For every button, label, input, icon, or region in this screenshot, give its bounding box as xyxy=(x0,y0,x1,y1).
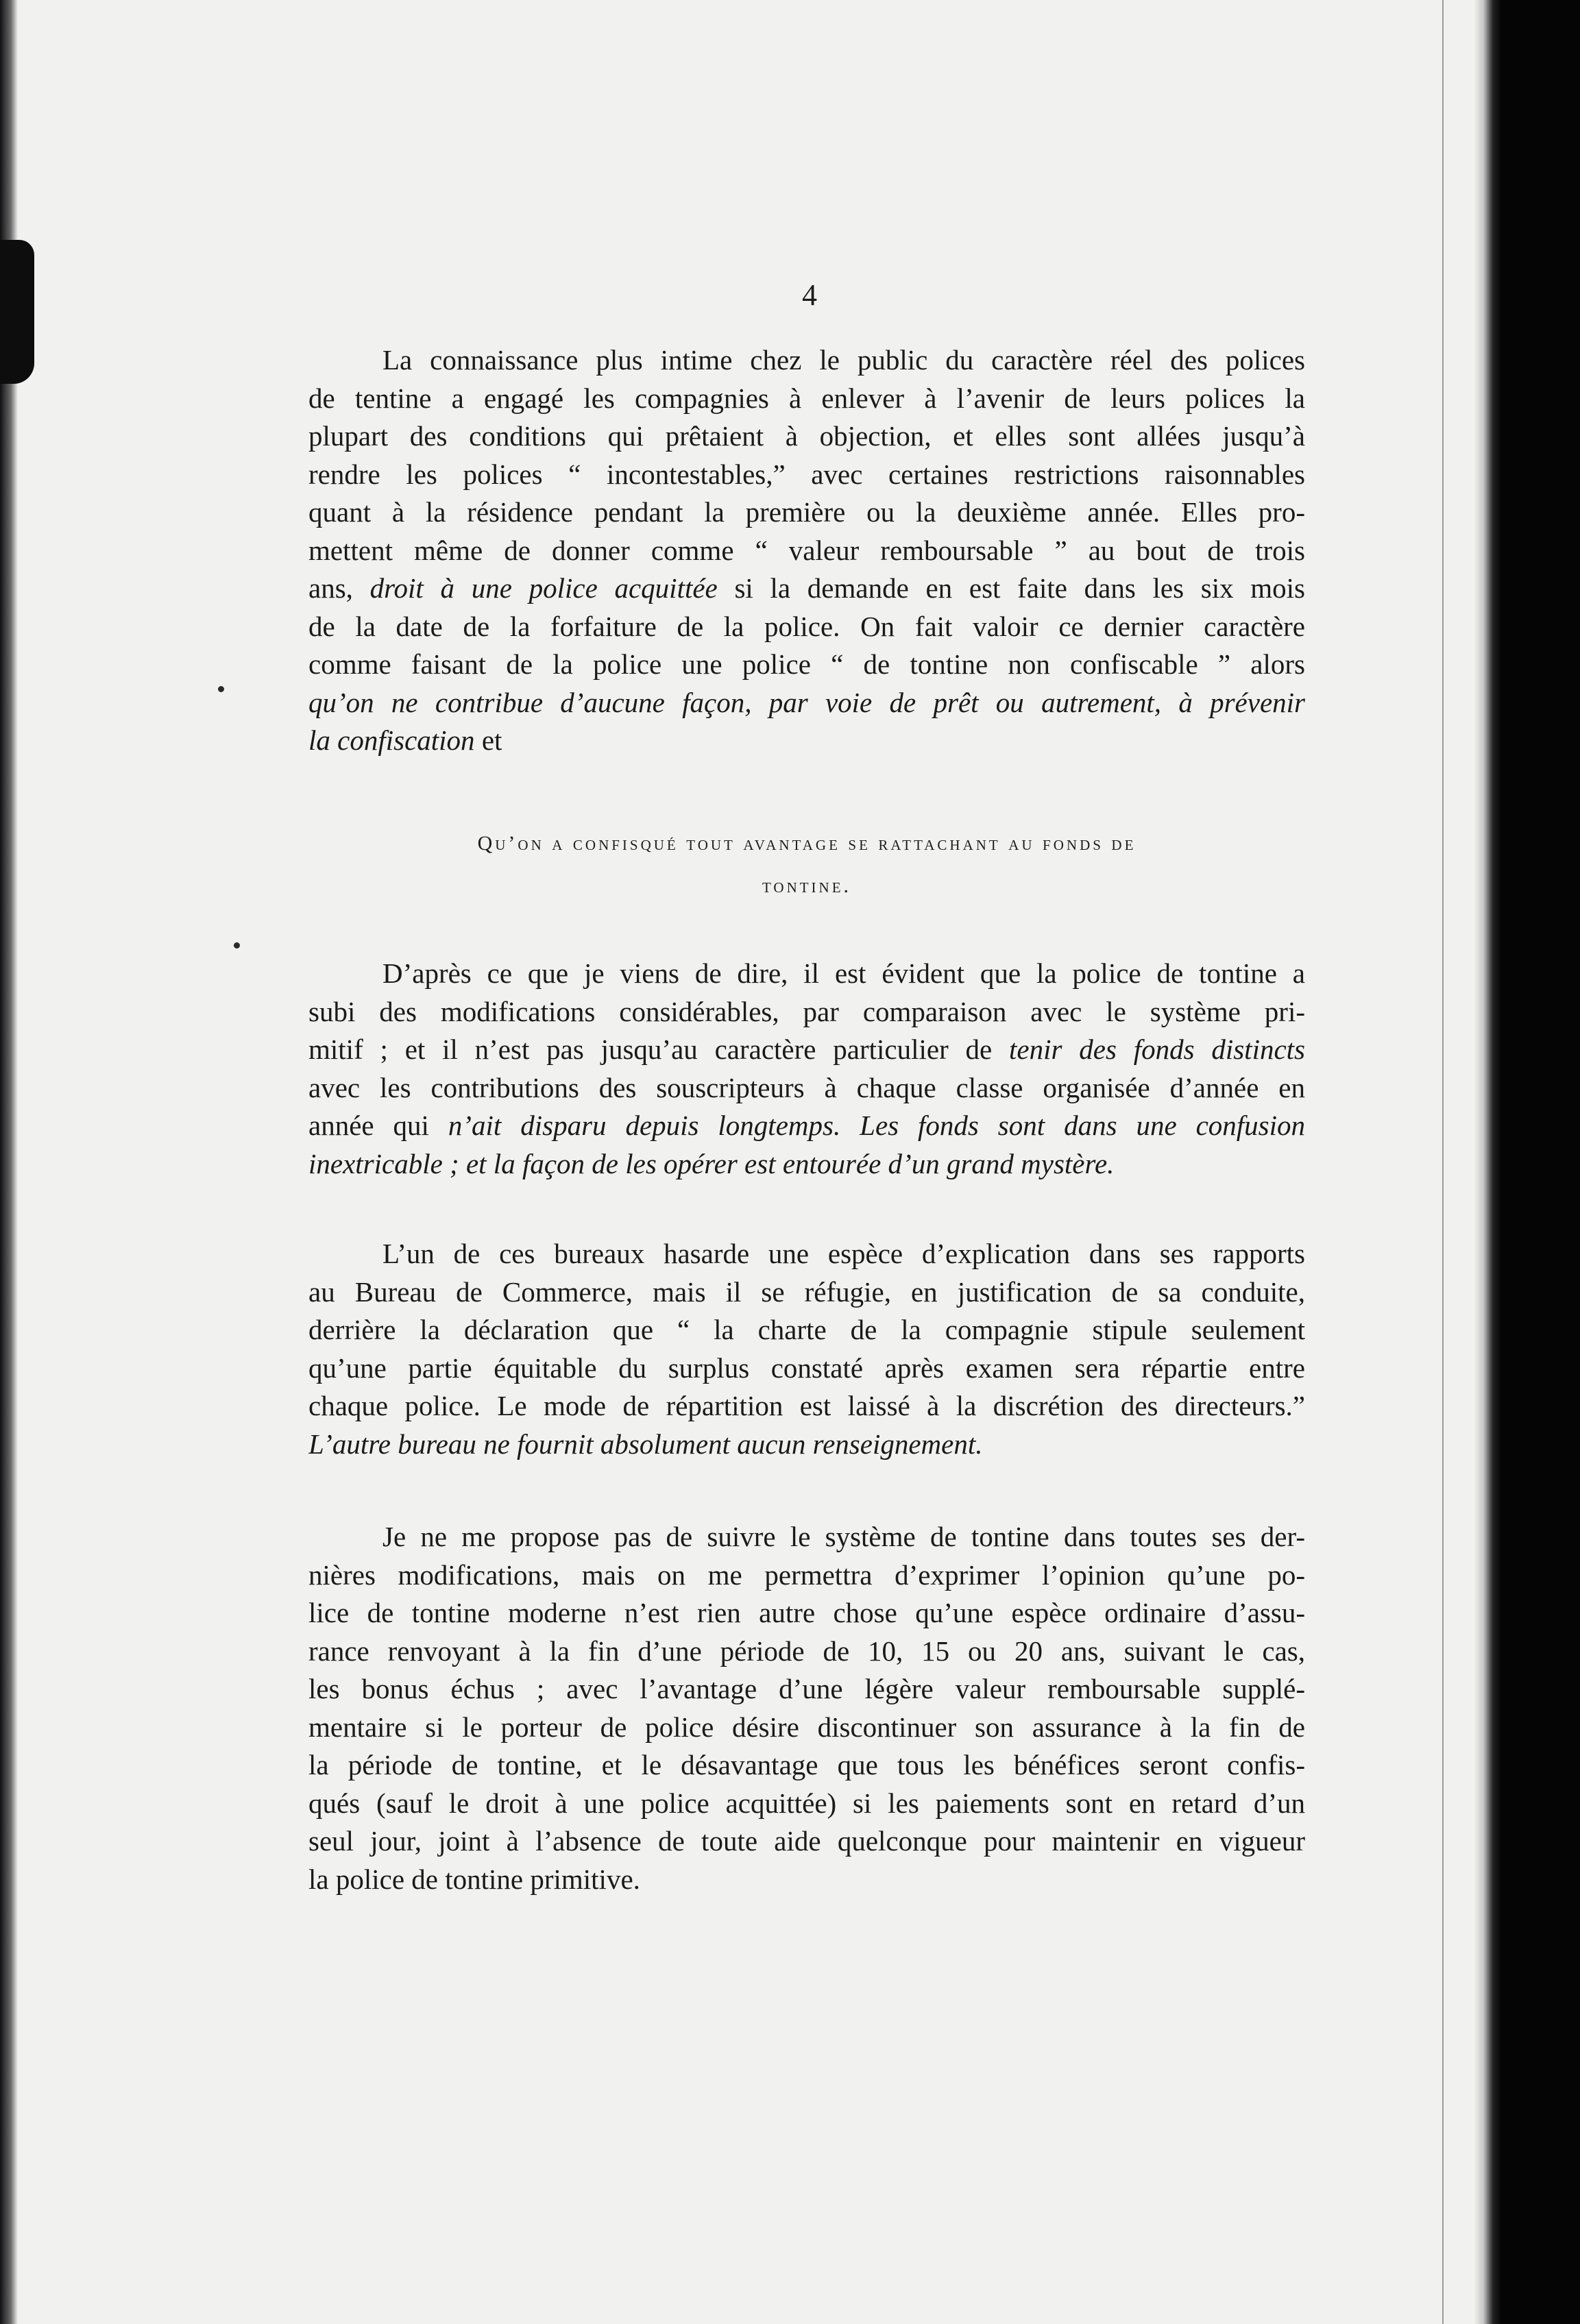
text-line xyxy=(308,722,1305,760)
text-line: qués (sauf le droit à une police acquittée) si les paiements sont en retard d’un xyxy=(308,1787,1305,1819)
section-heading xyxy=(308,822,1305,907)
text-fragment: si la demande en est faite dans les six mois xyxy=(734,572,1305,604)
text-line: de tentine a engagé les compagnies à enlever à l’avenir de leurs polices la xyxy=(308,382,1305,414)
italic-fragment: droit à une police acquittée xyxy=(369,572,718,604)
text-line: la police de tontine primitive. xyxy=(308,1863,640,1895)
paragraph-3 xyxy=(308,1235,1305,1463)
text-line: la période de tontine, et le désavantage que tous les bénéfices seront confis- xyxy=(308,1749,1305,1781)
text-line xyxy=(308,1031,1305,1069)
text-line xyxy=(308,1107,1305,1145)
text-line: La connaissance plus intime chez le public du caractère réel des polices xyxy=(382,344,1305,376)
paragraph-2 xyxy=(308,955,1305,1183)
text-line: rance renvoyant à la fin d’une période de 10, 15 ou 20 ans, suivant le cas, xyxy=(308,1635,1305,1667)
italic-line: qu’on ne contribue d’aucune façon, par voie de prêt ou autrement, à prévenir xyxy=(308,686,1305,718)
text-line: mentaire si le porteur de police désire discontinuer son assurance à la fin de xyxy=(308,1711,1305,1743)
text-line: chaque police. Le mode de répartition est laissé à la discrétion des directeurs.” xyxy=(308,1390,1305,1421)
text-fragment: et xyxy=(481,724,502,756)
text-line xyxy=(308,570,1305,608)
heading-line: Qu’on a confisqué tout avantage se rattachant au fonds de xyxy=(477,832,1137,855)
text-line: au Bureau de Commerce, mais il se réfugie, en justification de sa conduite, xyxy=(308,1275,1305,1308)
italic-fragment: la confiscation xyxy=(308,724,475,756)
text-line: qu’une partie équitable du surplus constaté après examen sera répartie entre xyxy=(308,1351,1305,1384)
paragraph-4 xyxy=(308,1518,1305,1898)
italic-line: inextricable ; et la façon de les opérer est entourée d’un grand mystère. xyxy=(308,1147,1115,1179)
text-line: avec les contributions des souscripteurs à chaque classe organisée d’année en xyxy=(308,1071,1305,1103)
right-page-fold xyxy=(1442,0,1444,2324)
italic-fragment: n’ait disparu depuis longtemps. Les fonds sont dans une confusion xyxy=(448,1110,1305,1141)
text-line: comme faisant de la police une police “ de tontine non confiscable ” alors xyxy=(308,648,1305,680)
text-line: seul jour, joint à l’absence de toute aide quelconque pour maintenir en vigueur xyxy=(308,1825,1305,1857)
heading-line: tontine. xyxy=(762,874,852,897)
page-number: 4 xyxy=(802,278,817,312)
text-line: de la date de la forfaiture de la police. On fait valoir ce dernier caractère xyxy=(308,610,1305,642)
text-line: plupart des conditions qui prêtaient à objection, et elles sont allées jusqu’à xyxy=(308,420,1305,452)
text-line: L’un de ces bureaux hasarde une espèce d’explication dans ses rapports xyxy=(382,1238,1305,1269)
italic-fragment: tenir des fonds distincts xyxy=(1009,1033,1305,1065)
text-line: D’après ce que je viens de dire, il est évident que la police de tontine a xyxy=(382,957,1305,989)
scan-speck xyxy=(218,686,224,692)
text-line: rendre les polices “ incontestables,” avec certaines restrictions raisonnables xyxy=(308,458,1305,490)
text-fragment: mitif ; et il n’est pas jusqu’au caractère particulier de xyxy=(308,1033,993,1065)
text-line: les bonus échus ; avec l’avantage d’une légère valeur remboursable supplé- xyxy=(308,1673,1305,1704)
italic-line: L’autre bureau ne fournit absolument aucun renseignement. xyxy=(308,1428,983,1460)
text-fragment: ans, xyxy=(308,572,353,604)
right-page-edge xyxy=(1474,0,1501,2324)
text-line: lice de tontine moderne n’est rien autre chose qu’une espèce ordinaire d’assu- xyxy=(308,1597,1305,1628)
paragraph-1 xyxy=(308,341,1305,760)
scan-speck xyxy=(234,942,240,949)
text-line: nières modifications, mais on me permettra d’exprimer l’opinion qu’une po- xyxy=(308,1558,1305,1591)
left-binding-mark xyxy=(0,240,34,384)
text-line: quant à la résidence pendant la première ou la deuxième année. Elles pro- xyxy=(308,496,1305,528)
text-fragment: année qui xyxy=(308,1110,429,1141)
text-line: Je ne me propose pas de suivre le système de tontine dans toutes ses der- xyxy=(382,1521,1305,1552)
text-line: derrière la déclaration que “ la charte de la compagnie stipule seulement xyxy=(308,1314,1305,1345)
text-line: subi des modifications considérables, par comparaison avec le système pri- xyxy=(308,995,1305,1027)
text-line: mettent même de donner comme “ valeur remboursable ” au bout de trois xyxy=(308,534,1305,566)
